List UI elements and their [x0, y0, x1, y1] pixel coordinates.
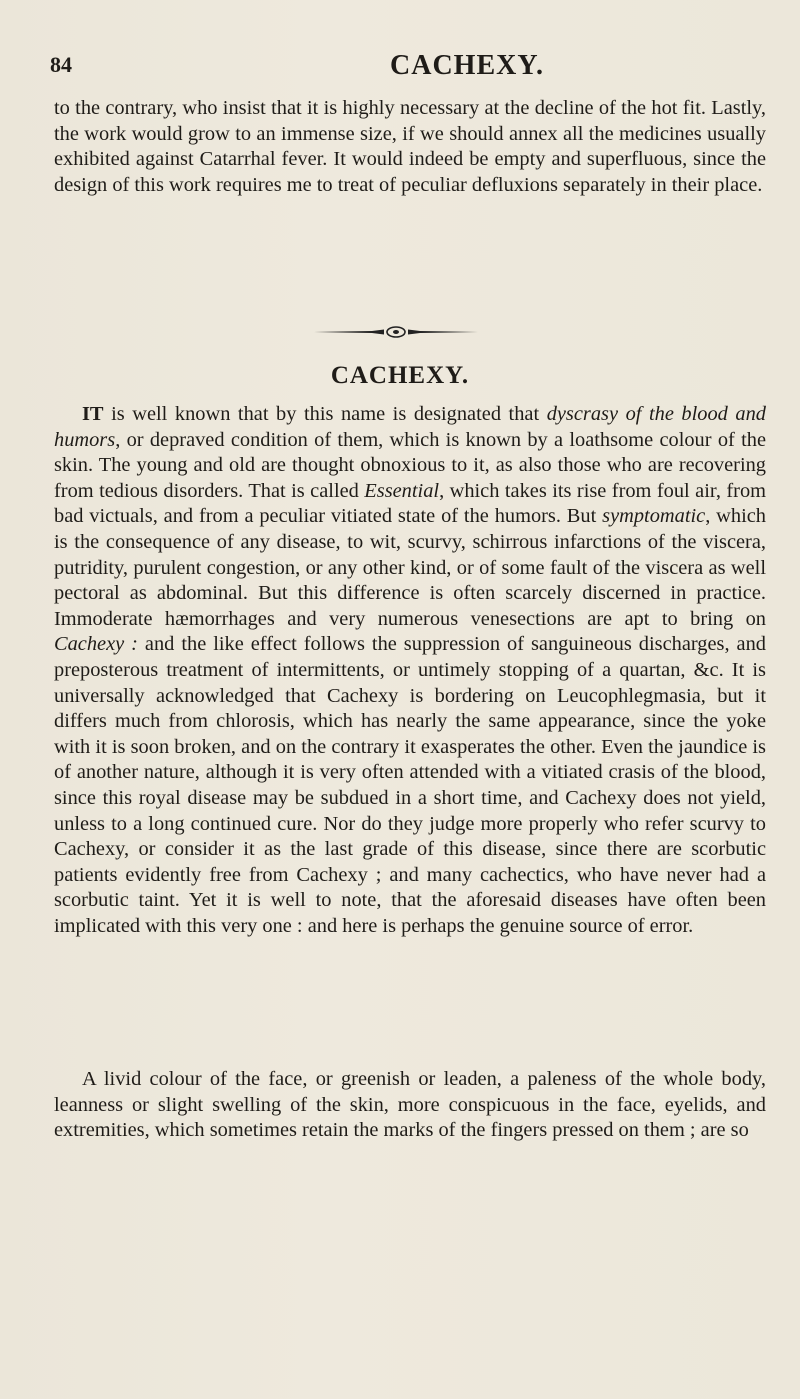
text-run: is well known that by this name is designated that — [103, 403, 547, 425]
italic-term-dyscrasy: dyscrasy of the blood and humors — [54, 403, 767, 451]
text-run: and the like effect follows the suppression of sanguineous discharges, and preposterous treatment of intermittents, or untimely stopping of a quartan, &c. It is universally acknowledged that Cachexy is bordering on Leucophlegmasia, but it differs much from chlorosis, which has nearly the same appearance, since the yoke with it is soon broken, and on the contrary it exasperates the other. Even the jaundice is of another nature, although it is very often attended with a vitiated crasis of the blood, since this royal disease may be subdued in a short time, and Cachexy does not yield, unless to a long continued cure. Nor do they judge more properly who refer scurvy to Cachexy, or consider it as the last grade of this disease, since there are scorbutic patients evidently free from Cachexy ; and many cachectics, who have never had a scorbutic taint. Yet it is well to note, that the aforesaid diseases have often been implicated with this very one : and here is perhaps the genuine source of error. — [54, 633, 766, 937]
body-paragraph-1 — [54, 402, 766, 939]
lead-word: IT — [82, 403, 104, 425]
page-header — [50, 52, 750, 86]
running-title: CACHEXY. — [390, 50, 544, 81]
page-number: 84 — [50, 52, 72, 77]
text-run: , which is the consequence of any disease, to wit, scurvy, schirrous infarctions of the viscera, putridity, purulent congestion, or any other kind, or of some fault of the viscera as well pectoral as abdominal. But this difference is often scarcely discerned in practice. Immoderate hæmorrhages and very numerous venesections are apt to bring on — [54, 505, 767, 630]
intro-paragraph: to the contrary, who insist that it is highly necessary at the decline of the hot fit. Lastly, the work would grow to an immense size, if we should annex all the medicines usually exhibited against Catarrhal fever. It would indeed be empty and superfluous, since the design of this work requires me to treat of peculiar defluxions separately in their place. — [54, 97, 766, 196]
italic-term-essential: Essential — [364, 479, 440, 502]
text-run: , which takes its rise from foul air, from bad victuals, and from a peculiar vitiated state of the humors. But — [54, 479, 767, 528]
text-run: , or depraved condition of them, which is known by a loathsome colour of the skin. The young and old are thought obnoxious to it, as also those who are recovering from tedious disorders. That is called — [54, 428, 766, 502]
italic-term-symptomatic: symptomatic — [602, 505, 706, 528]
body-paragraph-2: A livid colour of the face, or greenish or leaden, a paleness of the whole body, leanness or slight swelling of the skin, more conspicuous in the face, eyelids, and extremities, which sometimes retain the marks of the fingers pressed on them ; are so — [54, 1068, 766, 1142]
section-title: CACHEXY. — [330, 362, 470, 389]
ornament-divider-icon — [312, 326, 480, 338]
italic-term-cachexy: Cachexy : — [54, 633, 138, 656]
